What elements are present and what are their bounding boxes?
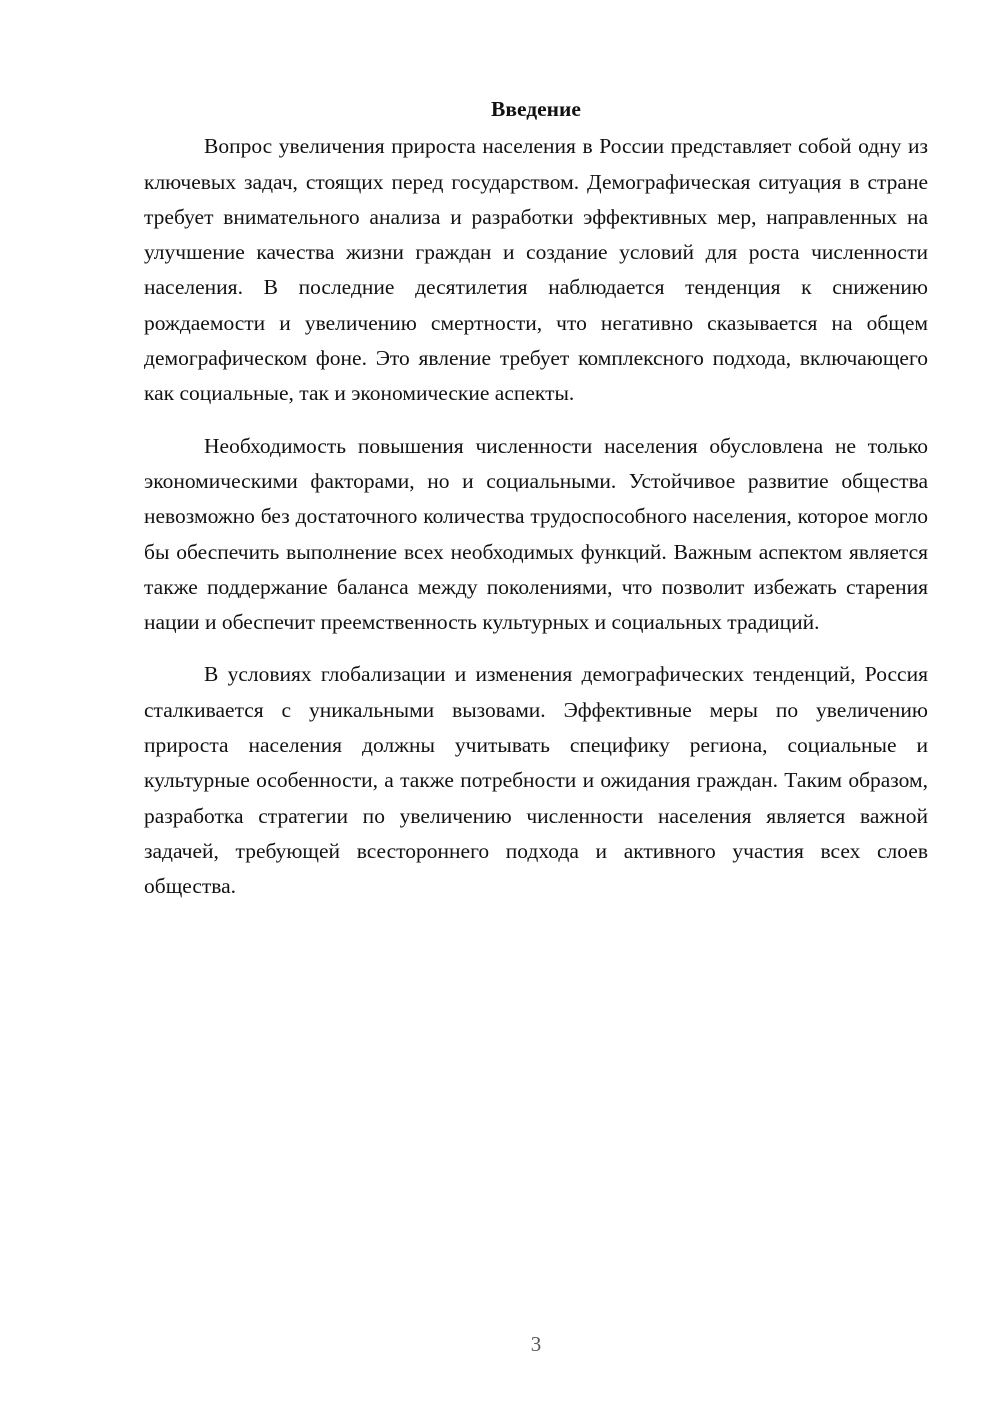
paragraph-1: Вопрос увеличения прироста населения в России представляет собой одну из ключевых задач, стоящих перед государством. Демографическая ситуация в стране требует внимательного анализа и разработки эффективных мер, направленных на улучшение качества жизни граждан и создание условий для роста численности населения. В последние десятилетия наблюдается тенденция к снижению рождаемости и увеличению смертности, что негативно сказывается на общем демографическом фоне. Это явление требует комплексного подхода, включающего как социальные, так и экономические аспекты. [144,134,928,406]
page-number: 3 [530,1332,542,1356]
paragraph-2: Необходимость повышения численности населения обусловлена не только экономическими факторами, но и социальными. Устойчивое развитие общества невозможно без достаточного количества трудоспособного населения, которое могло бы обеспечить выполнение всех необходимых функций. Важным аспектом является также поддержание баланса между поколениями, что позволит избежать старения нации и обеспечит преемственность культурных и социальных традиций. [144,433,928,635]
section-title: Введение [491,97,581,121]
page-content [144,92,928,922]
paragraph-3: В условиях глобализации и изменения демографических тенденций, Россия сталкивается с уникальными вызовами. Эффективные меры по увеличению прироста населения должны учитывать специфику региона, социальные и культурные особенности, а также потребности и ожидания граждан. Таким образом, разработка стратегии по увеличению численности населения является важной задачей, требующей всестороннего подхода и активного участия всех слоев общества. [144,662,928,899]
